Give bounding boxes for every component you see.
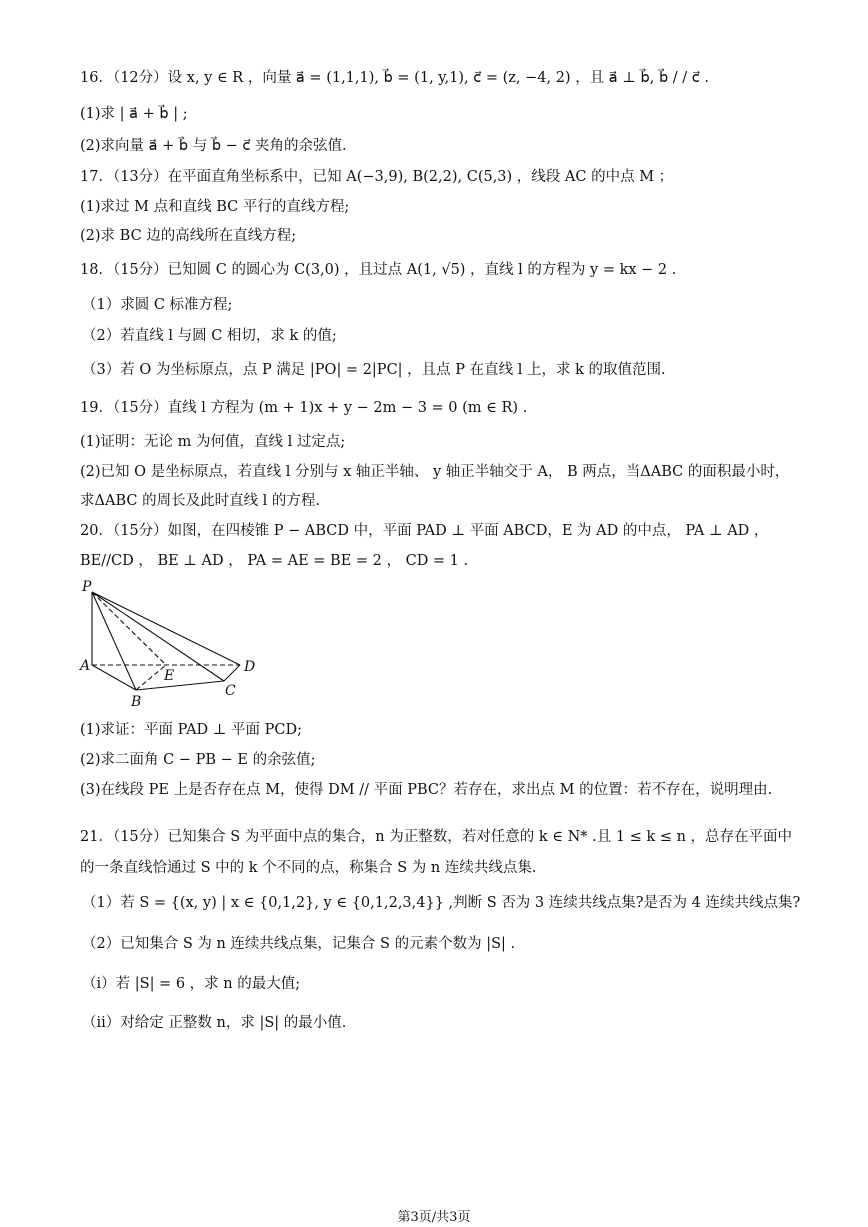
label-B: B bbox=[131, 694, 142, 710]
problem-17-stem: 17．（13分）在平面直角坐标系中，已知 A(−3,9), B(2,2), C(5,3) ，线段 AC 的中点 M ； bbox=[80, 169, 674, 185]
problem-17-part-2: (2)求 BC 边的高线所在直线方程; bbox=[80, 228, 297, 244]
label-D: D bbox=[244, 659, 256, 675]
label-A: A bbox=[80, 658, 91, 674]
problem-16-stem: 16．（12分）设 x, y ∈ R ，向量 a⃗ = (1,1,1), b⃗ = (1, y,1), c⃗ = (z, −4, 2) ，且 a⃗ ⊥ b⃗, b⃗ / / c⃗ . bbox=[80, 70, 709, 86]
label-C: C bbox=[225, 683, 236, 699]
problem-21-stem: 21．（15分）已知集合 S 为平面中点的集合，n 为正整数，若对任意的 k ∈ N* .且 1 ≤ k ≤ n ，总存在平面中 bbox=[80, 829, 793, 845]
problem-16-part-1: (1)求 | a⃗ + b⃗ | ; bbox=[80, 106, 188, 122]
problem-20-part-1: (1)求证：平面 PAD ⊥ 平面 PCD; bbox=[80, 722, 302, 738]
problem-19-part-1: (1)证明：无论 m 为何值，直线 l 过定点; bbox=[80, 434, 346, 450]
problem-18-stem: 18．（15分）已知圆 C 的圆心为 C(3,0) ，且过点 A(1, √5) ，直线 l 的方程为 y = kx − 2 . bbox=[80, 262, 677, 278]
problem-20-stem-cont: BE//CD ， BE ⊥ AD ， PA = AE = BE = 2 ， CD = 1 . bbox=[80, 553, 469, 569]
problem-18-part-2: （2）若直线 l 与圆 C 相切，求 k 的值; bbox=[82, 328, 337, 344]
problem-21-stem-cont: 的一条直线恰通过 S 中的 k 个不同的点，称集合 S 为 n 连续共线点集. bbox=[80, 860, 537, 876]
problem-20-part-2: (2)求二面角 C − PB − E 的余弦值; bbox=[80, 752, 316, 768]
edge-CD bbox=[224, 665, 240, 681]
problem-18-part-3: （3）若 O 为坐标原点，点 P 满足 |PO| = 2|PC| ，且点 P 在直线 l 上，求 k 的取值范围. bbox=[82, 362, 666, 378]
problem-16-part-2: (2)求向量 a⃗ + b⃗ 与 b⃗ − c⃗ 夹角的余弦值. bbox=[80, 138, 347, 154]
pyramid-figure bbox=[78, 578, 268, 710]
edge-BC bbox=[136, 681, 224, 690]
problem-19-stem: 19．（15分）直线 l 方程为 (m + 1)x + y − 2m − 3 = 0 (m ∈ R) . bbox=[80, 400, 528, 416]
label-E: E bbox=[164, 668, 175, 684]
edge-PE-hidden bbox=[92, 592, 166, 665]
page-footer: 第3页/共3页 bbox=[397, 1210, 471, 1225]
problem-20-part-3: (3)在线段 PE 上是否存在点 M，使得 DM // 平面 PBC？若存在，求出点 M 的位置：若不存在，说明理由. bbox=[80, 782, 773, 798]
edge-AB bbox=[92, 665, 136, 690]
problem-17-part-1: (1)求过 M 点和直线 BC 平行的直线方程; bbox=[80, 199, 350, 215]
problem-19-part-2: (2)已知 O 是坐标原点，若直线 l 分别与 x 轴正半轴、 y 轴正半轴交于 A， B 两点，当ΔABC 的面积最小时， bbox=[80, 464, 790, 480]
problem-21-part-2-i: （i）若 |S| = 6 ，求 n 的最大值; bbox=[82, 976, 301, 992]
edge-PD bbox=[92, 592, 240, 665]
problem-18-part-1: （1）求圆 C 标准方程; bbox=[82, 297, 233, 313]
problem-21-part-2: （2）已知集合 S 为 n 连续共线点集，记集合 S 的元素个数为 |S| . bbox=[82, 936, 516, 952]
problem-19-part-2-cont: 求ΔABC 的周长及此时直线 l 的方程. bbox=[80, 493, 321, 509]
pyramid-diagram bbox=[78, 578, 268, 710]
problem-20-stem: 20．（15分）如图，在四棱锥 P − ABCD 中，平面 PAD ⊥ 平面 ABCD，E 为 AD 的中点， PA ⊥ AD ， bbox=[80, 523, 769, 539]
label-P: P bbox=[82, 579, 92, 595]
problem-21-part-1: （1）若 S = {(x, y) | x ∈ {0,1,2}, y ∈ {0,1,2,3,4}} ,判断 S 否为 3 连续共线点集?是否为 4 连续共线点集? bbox=[82, 895, 801, 911]
edge-BE-hidden bbox=[136, 665, 166, 690]
problem-21-part-2-ii: （ii）对给定 正整数 n，求 |S| 的最小值. bbox=[82, 1015, 347, 1031]
